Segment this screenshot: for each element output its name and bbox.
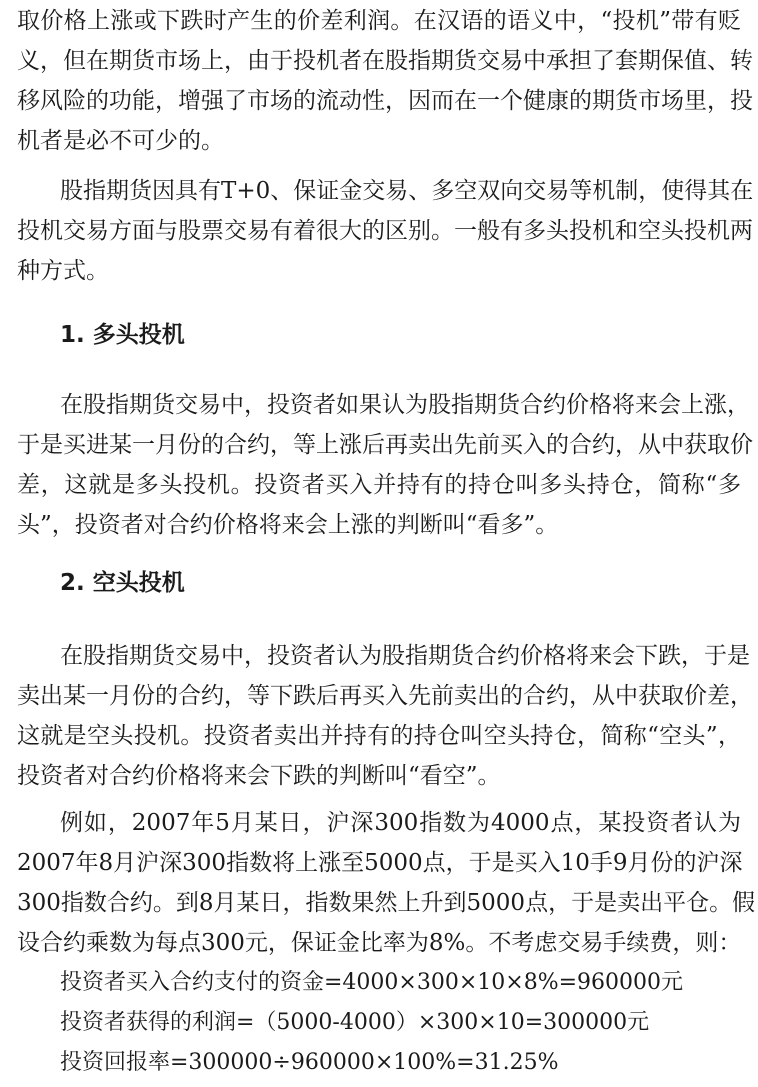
- formula-capital: 投资者买入合约支付的资金=4000×300×10×8%=960000元: [60, 970, 684, 995]
- intro-line-3: 移风险的功能，增强了市场的流动性，因而在一个健康的期货市场里，投: [17, 88, 753, 114]
- short-line-4: 投资者对合约价格将来会下跌的判断叫“看空”。: [17, 763, 501, 789]
- long-line-4: 头”，投资者对合约价格将来会上涨的判断叫“看多”。: [17, 512, 559, 538]
- intro-line-1: 取价格上涨或下跌时产生的价差利润。在汉语的语义中，“投机”带有贬: [17, 8, 741, 34]
- long-line-3: 差，这就是多头投机。投资者买入并持有的持仓叫多头持仓，简称“多: [17, 472, 741, 498]
- mechanism-line-2: 投机交易方面与股票交易有着很大的区别。一般有多头投机和空头投机两: [17, 218, 753, 244]
- example-line-4: 设合约乘数为每点300元，保证金比率为8%。不考虑交易手续费，则：: [17, 930, 742, 956]
- section-heading-short: 2. 空头投机: [60, 570, 185, 596]
- section-heading-long: 1. 多头投机: [60, 322, 185, 348]
- short-line-3: 这就是空头投机。投资者卖出并持有的持仓叫空头持仓，简称“空头”，: [17, 723, 741, 749]
- short-line-1: 在股指期货交易中，投资者认为股指期货合约价格将来会下跌，于是: [60, 643, 750, 669]
- intro-line-4: 机者是必不可少的。: [17, 128, 224, 154]
- example-line-1: 例如，2007年5月某日，沪深300指数为4000点，某投资者认为: [60, 810, 741, 836]
- intro-line-2: 义，但在期货市场上，由于投机者在股指期货交易中承担了套期保值、转: [17, 48, 753, 74]
- long-line-2: 于是买进某一月份的合约，等上涨后再卖出先前买入的合约，从中获取价: [17, 432, 753, 458]
- example-line-2: 2007年8月沪深300指数将上涨至5000点，于是买入10手9月份的沪深: [17, 850, 743, 876]
- formula-return: 投资回报率=300000÷960000×100%=31.25%: [60, 1050, 559, 1075]
- long-line-1: 在股指期货交易中，投资者如果认为股指期货合约价格将来会上涨，: [60, 392, 750, 418]
- example-line-3: 300指数合约。到8月某日，指数果然上升到5000点，于是卖出平仓。假: [17, 890, 756, 916]
- mechanism-line-3: 种方式。: [17, 258, 109, 284]
- short-line-2: 卖出某一月份的合约，等下跌后再买入先前卖出的合约，从中获取价差，: [17, 683, 753, 709]
- formula-profit: 投资者获得的利润=（5000-4000）×300×10=300000元: [60, 1010, 650, 1035]
- mechanism-line-1: 股指期货因具有T+0、保证金交易、多空双向交易等机制，使得其在: [60, 178, 754, 204]
